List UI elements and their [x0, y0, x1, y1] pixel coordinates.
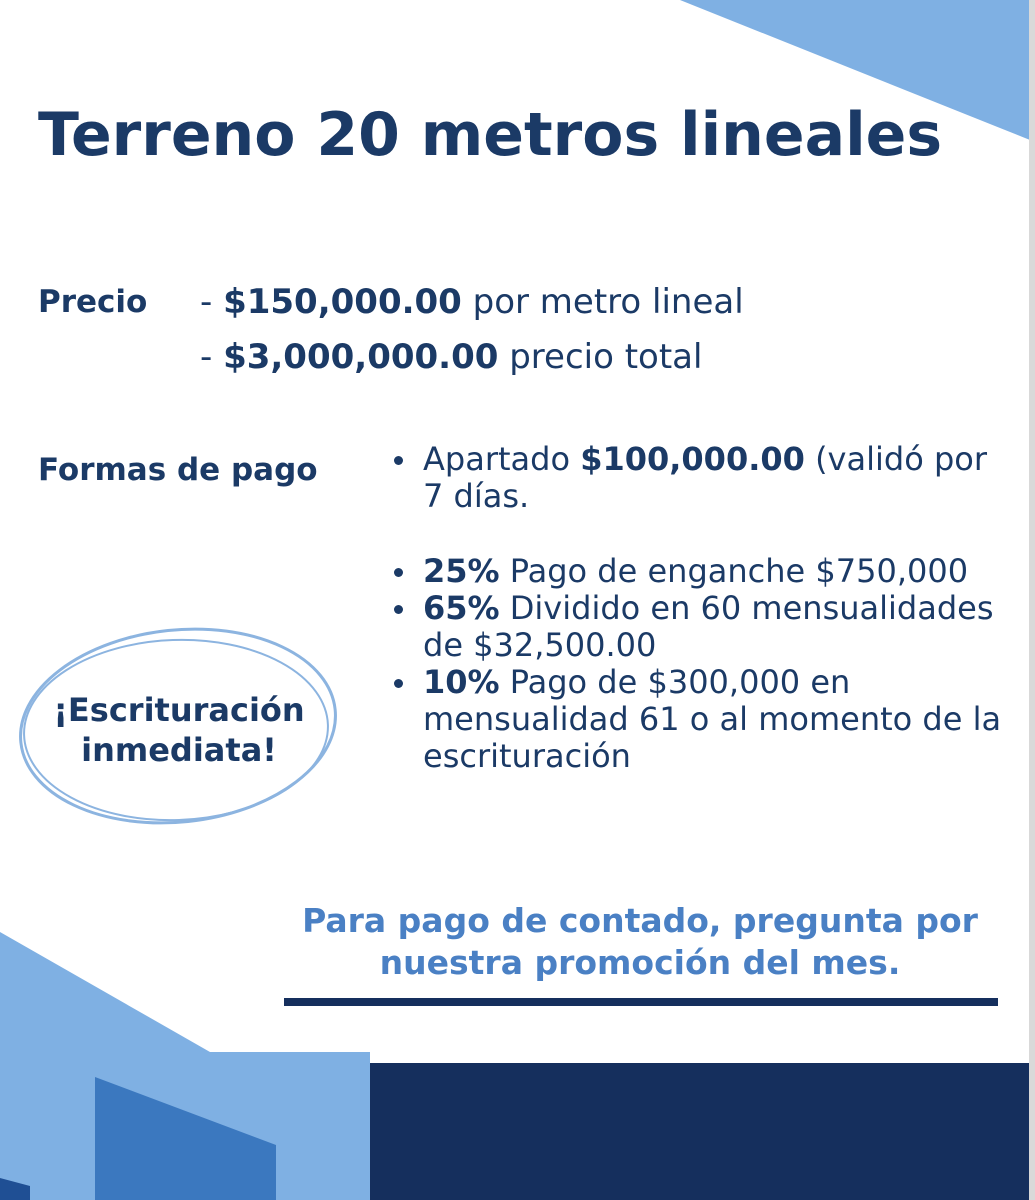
price-per-meter-line: [200, 282, 744, 322]
apartado-item: [390, 441, 1005, 515]
payment-terms-list: [390, 553, 1005, 775]
price-per-meter-suffix: por metro lineal: [461, 282, 744, 322]
payment-item-mensualidades: [390, 590, 1005, 664]
payment-item-text: Dividido en 60 mensualidades de $32,500.00: [423, 589, 994, 664]
dash: -: [200, 282, 224, 322]
apartado-prefix: Apartado: [423, 440, 581, 478]
payment-item-percent: 65%: [423, 589, 500, 627]
badge-line-2: inmediata!: [81, 731, 277, 769]
formas-pago-label: Formas de pago: [38, 452, 318, 488]
price-total-amount: $3,000,000.00: [223, 337, 499, 377]
apartado-amount: $100,000.00: [580, 440, 805, 478]
badge-line-1: ¡Escrituración: [53, 691, 305, 729]
bottom-navy-band: [316, 1063, 1029, 1200]
escrituracion-badge: [20, 690, 338, 770]
promo-line-1: Para pago de contado, pregunta por: [302, 901, 978, 940]
payment-item-text: Pago de $300,000 en mensualidad 61 o al momento de la escrituración: [423, 663, 1002, 775]
payment-item-final: [390, 664, 1005, 775]
apartado-suffix: (validó por 7 días.: [423, 440, 987, 515]
right-edge-strip: [1029, 0, 1035, 1200]
promo-text: [270, 900, 1010, 984]
price-total-suffix: precio total: [498, 337, 703, 377]
bottom-right-light-wedge: [316, 1063, 370, 1200]
precio-label: Precio: [38, 284, 148, 320]
price-total-line: [200, 337, 702, 377]
payment-item-percent: 25%: [423, 552, 500, 590]
promo-line-2: nuestra promoción del mes.: [379, 943, 901, 982]
divider-rule: [284, 998, 998, 1006]
payment-item-enganche: [390, 553, 1005, 590]
apartado-list: [390, 441, 1005, 515]
page-title: Terreno 20 metros lineales: [38, 100, 943, 170]
payment-item-percent: 10%: [423, 663, 500, 701]
price-per-meter-amount: $150,000.00: [223, 282, 462, 322]
dash: -: [200, 337, 224, 377]
payment-item-text: Pago de enganche $750,000: [499, 552, 969, 590]
